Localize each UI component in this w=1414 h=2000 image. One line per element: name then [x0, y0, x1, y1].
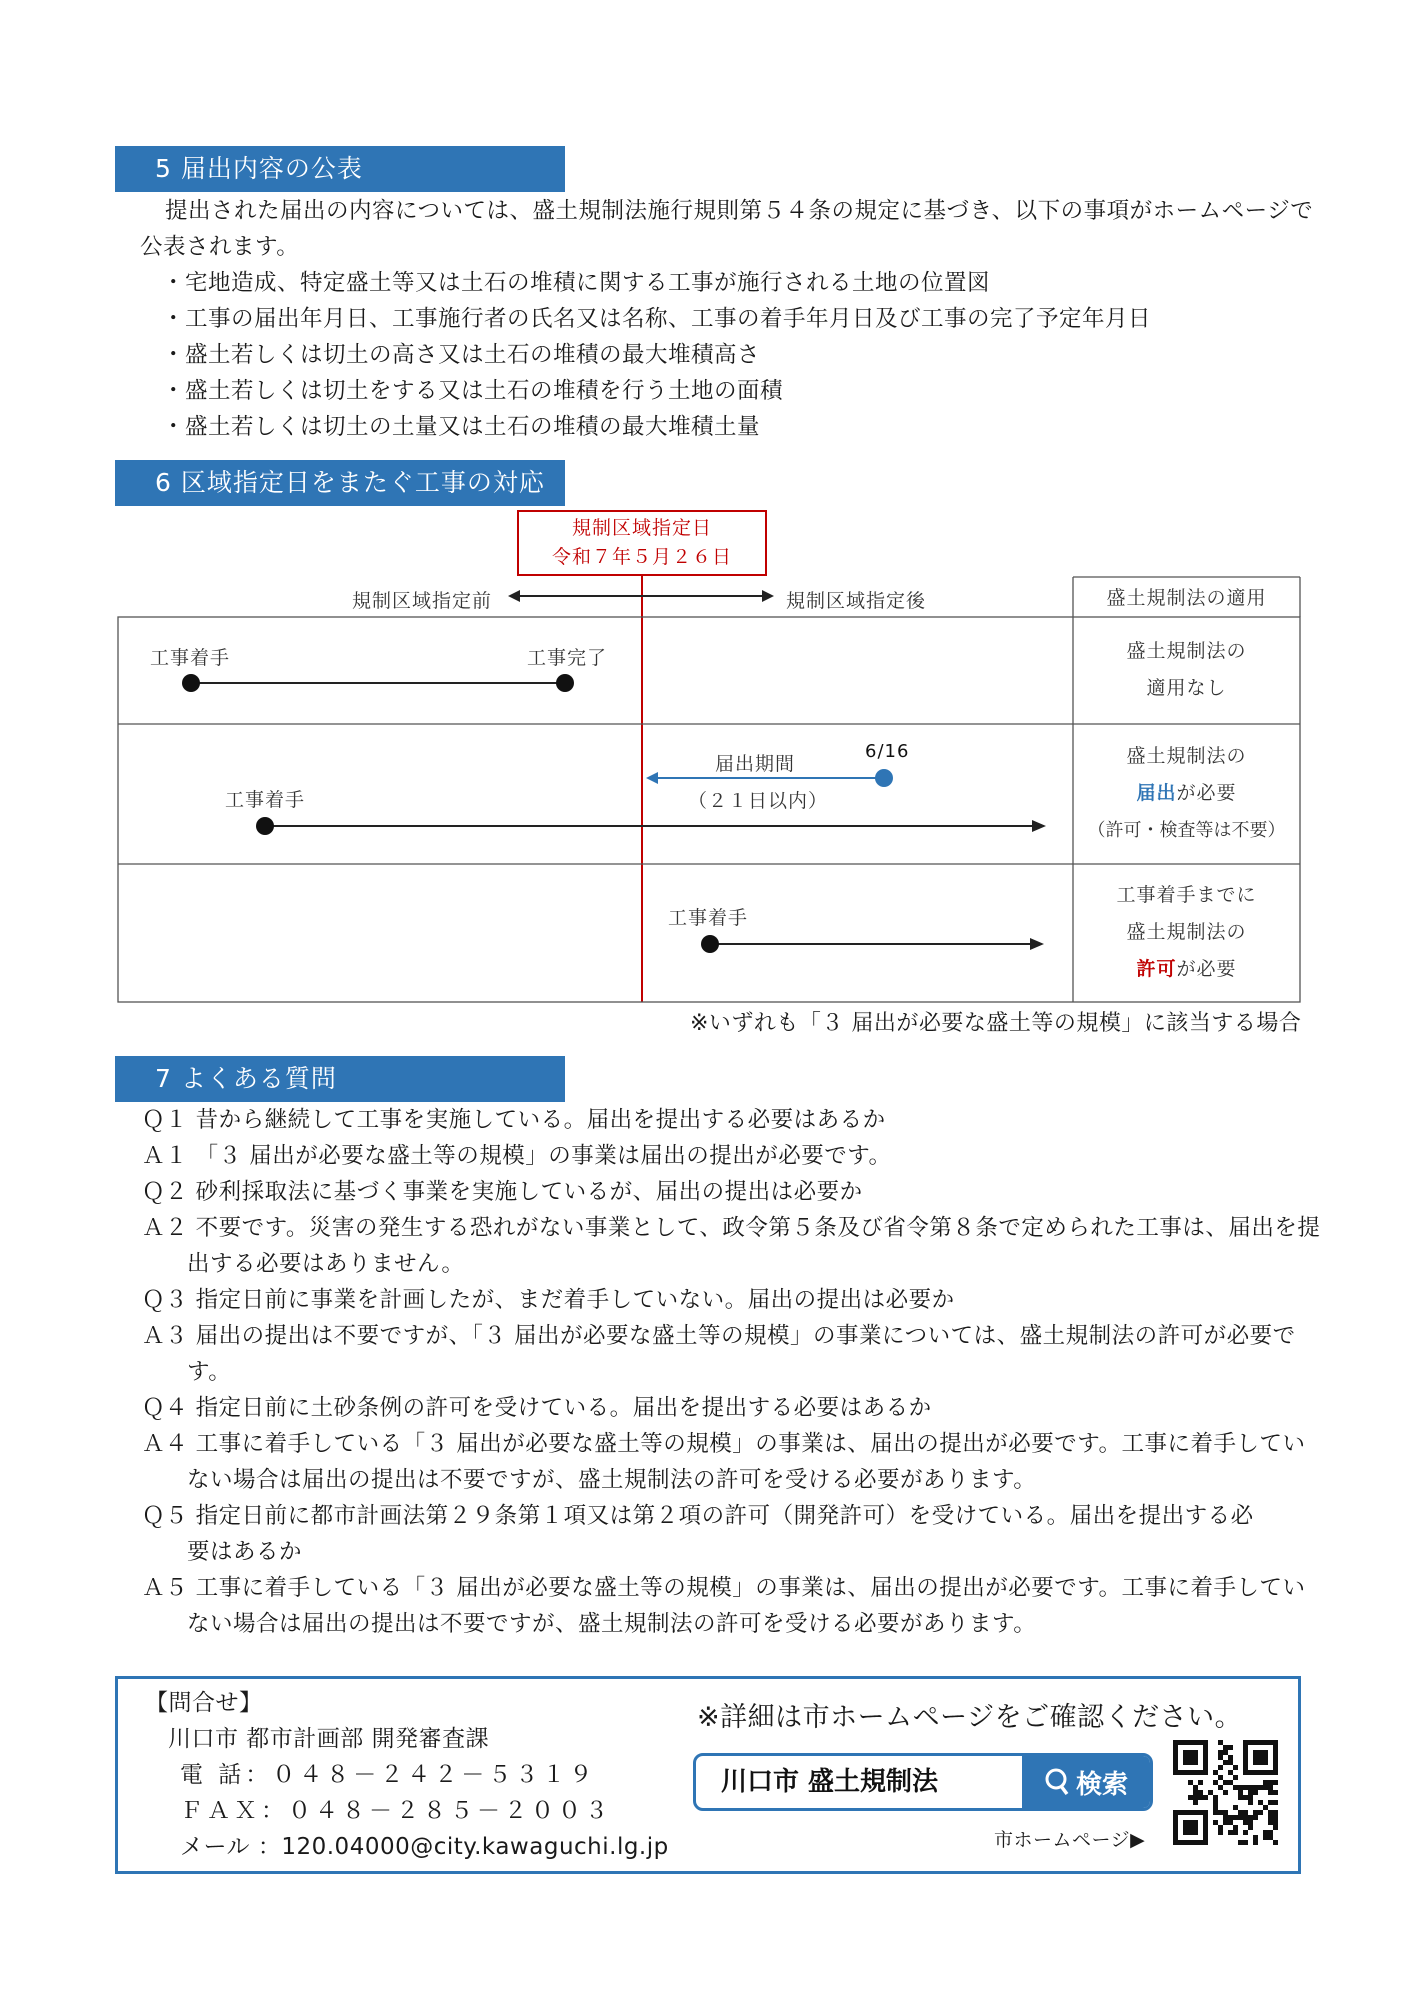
designation-date: 令和７年５月２６日: [551, 546, 732, 568]
row1-end-label: 工事完了: [527, 647, 608, 669]
contact-heading: 【問合せ】: [145, 1690, 263, 1716]
faq-q1: Ｑ１ 昔から継続して工事を実施している。届出を提出する必要はあるか: [142, 1107, 886, 1133]
contact-tel: 電 話：０４８－２４２－５３１９: [180, 1762, 597, 1788]
row1-start-dot: [182, 674, 200, 692]
faq-a2: Ａ２ 不要です。災害の発生する恐れがない事業として、政令第５条及び省令第８条で定められた工事は、届出を提 出する必要はありません。: [142, 1215, 1321, 1277]
row3-result-line3: [1073, 951, 1300, 988]
row2-result-line2: [1073, 775, 1300, 812]
row2-result-suffix: が必要: [1176, 782, 1237, 804]
row3-result-line1: 工事着手までに: [1116, 884, 1257, 906]
row2-result-emph: 届出: [1136, 782, 1177, 804]
faq-a3: Ａ３ 届出の提出は不要ですが、「３ 届出が必要な盛土等の規模」の事業については、盛土規制法の許可が必要で す。: [142, 1323, 1296, 1385]
row2-start-dot: [256, 817, 274, 835]
section5-intro-line1: 提出された届出の内容については、盛土規制法施行規則第５４条の規定に基づき、以下の事項がホームページで: [165, 198, 1314, 224]
row2-start-label: 工事着手: [225, 789, 306, 811]
row3-result-suffix: が必要: [1176, 958, 1237, 980]
row1-result-line1: 盛土規制法の: [1126, 640, 1247, 662]
qr-code: [1173, 1740, 1278, 1845]
column-header: 盛土規制法の適用: [1106, 587, 1267, 609]
row3-result-emph: 許可: [1136, 958, 1177, 980]
faq-a5: Ａ５ 工事に着手している「３ 届出が必要な盛土等の規模」の事業は、届出の提出が必要です。工事に着手してい ない場合は届出の提出は不要ですが、盛土規制法の許可を受ける必要があります。: [142, 1575, 1306, 1637]
row1-start-label: 工事着手: [150, 647, 231, 669]
faq-q4: Ｑ４ 指定日前に土砂条例の許可を受けている。届出を提出する必要はあるか: [142, 1395, 932, 1421]
contact-dept: 川口市 都市計画部 開発審査課: [168, 1726, 490, 1752]
row1-end-dot: [556, 674, 574, 692]
section5-bullet-1: ・宅地造成、特定盛土等又は土石の堆積に関する工事が施行される土地の位置図: [162, 270, 991, 296]
section5-bullet-3: ・盛土若しくは切土の高さ又は土石の堆積の最大堆積高さ: [162, 342, 761, 368]
row1-result-line2: 適用なし: [1146, 677, 1227, 699]
row2-deadline-dot: [875, 769, 893, 787]
section5-heading: 5 届出内容の公表: [115, 146, 565, 192]
row2-period-label: 届出期間: [715, 753, 796, 775]
section7-heading: 7 よくある質問: [115, 1056, 565, 1102]
after-label: 規制区域指定後: [786, 590, 927, 612]
faq-q3: Ｑ３ 指定日前に事業を計画したが、まだ着手していない。届出の提出は必要か: [142, 1287, 955, 1313]
search-button[interactable]: [1022, 1756, 1150, 1808]
faq-a4: Ａ４ 工事に着手している「３ 届出が必要な盛土等の規模」の事業は、届出の提出が必要です。工事に着手してい ない場合は届出の提出は不要ですが、盛土規制法の許可を受ける必要があります。: [142, 1431, 1306, 1493]
row2-period-sub: （２１日以内）: [688, 790, 829, 812]
faq-q5: Ｑ５ 指定日前に都市計画法第２９条第１項又は第２項の許可（開発許可）を受けている。届出を提出する必 要はあるか: [142, 1503, 1254, 1565]
search-button-label: 検索: [1075, 1769, 1128, 1800]
section5-bullet-5: ・盛土若しくは切土の土量又は土石の堆積の最大堆積土量: [162, 414, 761, 440]
designation-label: 規制区域指定日: [571, 517, 712, 539]
homepage-note: ※詳細は市ホームページをご確認ください。: [697, 1702, 1243, 1733]
row3-result-line2: 盛土規制法の: [1126, 921, 1247, 943]
contact-mail: メール ：120.04000@city.kawaguchi.lg.jp: [180, 1834, 669, 1860]
section6-footnote: ※いずれも「３ 届出が必要な盛土等の規模」に該当する場合: [690, 1011, 1302, 1036]
qr-code-image: [1173, 1740, 1278, 1845]
before-label: 規制区域指定前: [352, 590, 493, 612]
section5-bullet-4: ・盛土若しくは切土をする又は土石の堆積を行う土地の面積: [162, 378, 784, 404]
search-icon: [1044, 1767, 1070, 1797]
homepage-link[interactable]: 市ホームページ▶: [994, 1829, 1146, 1851]
section5-bullet-2: ・工事の届出年月日、工事施行者の氏名又は名称、工事の着手年月日及び工事の完了予定年月日: [162, 306, 1152, 332]
section5-intro-line2: 公表されます。: [140, 234, 300, 260]
search-box[interactable]: [693, 1753, 1153, 1811]
row2-result-line3: （許可・検査等は不要）: [1087, 820, 1286, 841]
contact-fax: ＦＡＸ：０４８－２８５－２００３: [180, 1798, 612, 1824]
row2-deadline: 6/16: [865, 741, 910, 762]
section6-heading: 6 区域指定日をまたぐ工事の対応: [115, 460, 565, 506]
faq-q2: Ｑ２ 砂利採取法に基づく事業を実施しているが、届出の提出は必要か: [142, 1179, 863, 1205]
faq-a1: Ａ１ 「３ 届出が必要な盛土等の規模」の事業は届出の提出が必要です。: [142, 1143, 892, 1169]
row3-start-label: 工事着手: [668, 907, 749, 929]
row3-start-dot: [701, 935, 719, 953]
row2-result-line1: 盛土規制法の: [1126, 745, 1247, 767]
search-text: 川口市 盛土規制法: [721, 1767, 939, 1797]
